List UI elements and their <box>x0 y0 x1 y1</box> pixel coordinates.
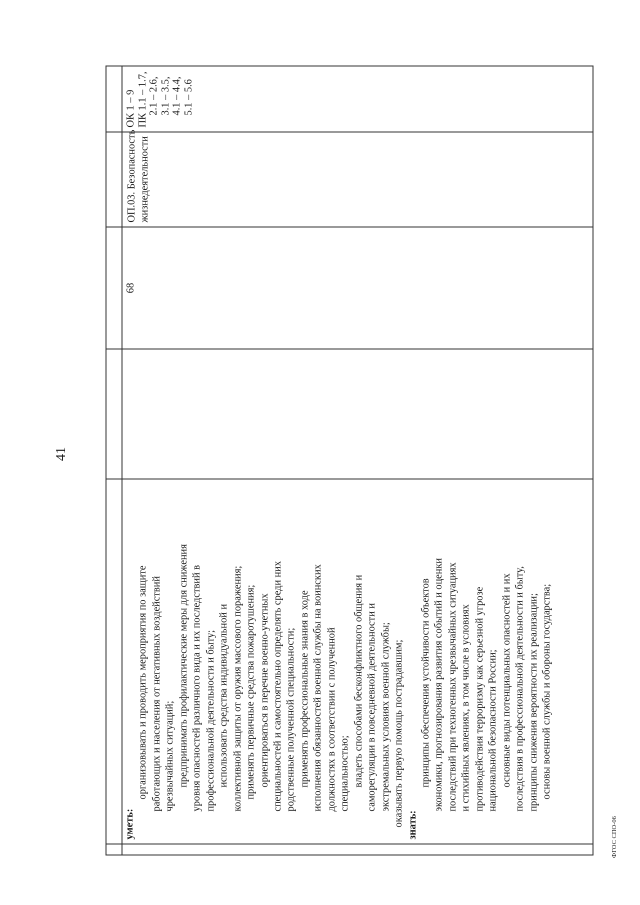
skills-line: родственные полученной специальности; <box>285 627 297 812</box>
knowledge-line: экономики, прогнозирования развития событий и оценки <box>433 558 445 812</box>
skills-line: должностях в соответствии с полученной <box>326 627 338 812</box>
skills-line: чрезвычайных ситуаций; <box>164 700 176 812</box>
skills-line: владеть способами бесконфликтного общения и <box>353 574 365 788</box>
skills-line: коллективной защиты от оружия массового поражения; <box>232 565 244 812</box>
skills-heading: уметь: <box>124 808 136 840</box>
competence-line: 5.1 – 5.6 <box>183 79 194 116</box>
skills-line: исполнения обязанностей военной службы на воинских <box>312 564 324 812</box>
competence-line: 2.1 – 2.6, <box>148 76 160 116</box>
knowledge-line: принципы обеспечения устойчивости объектов <box>420 578 432 788</box>
table-row <box>122 66 593 855</box>
skills-line: работающих и населения от негативных воздействий <box>151 576 163 812</box>
footer-code: ФГОС СПО-06 <box>611 816 618 858</box>
knowledge-line: последствия в профессиональной деятельности и быту, <box>514 566 526 812</box>
knowledge-line: основы военной службы и обороны государства; <box>541 583 553 800</box>
skills-line: применять первичные средства пожаротушения; <box>245 584 257 800</box>
page-number: 41 <box>54 447 69 461</box>
knowledge-line: противодействия терроризму как серьезной угрозе <box>474 586 486 812</box>
competence-line: ПК 1.1 – 1.7, <box>137 71 148 128</box>
skills-line: экстремальных условиях военной службы; <box>380 622 392 812</box>
table-index-cell <box>122 844 593 855</box>
skills-line: предпринимать профилактические меры для снижения <box>178 544 190 788</box>
knowledge-line: национальной безопасности России; <box>487 649 499 812</box>
knowledge-line: и стихийных явлениях, в том числе в условиях <box>460 604 472 812</box>
hours-cell: 68 <box>122 227 593 349</box>
knowledge-heading: знать: <box>407 810 419 840</box>
skills-line: специальностей и самостоятельно определять среди них <box>272 561 284 812</box>
skills-line: саморегуляции в повседневной деятельности и <box>366 603 378 812</box>
discipline-line: жизнедеятельности <box>139 136 151 223</box>
empty-cell <box>122 349 593 479</box>
skills-line: профессиональной деятельности и быту; <box>205 630 217 812</box>
skills-line: оказывать первую помощь пострадавшим; <box>393 639 405 828</box>
skills-knowledge-cell <box>122 479 593 844</box>
skills-line: специальностью; <box>339 735 351 812</box>
curriculum-table <box>106 66 594 856</box>
knowledge-line: принципы снижения вероятности их реализации; <box>528 593 540 812</box>
table-corner-cell <box>106 844 122 855</box>
discipline-name-cell <box>122 129 593 227</box>
competence-line: ОК 1 – 9 <box>125 89 137 128</box>
skills-line: уровня опасностей различного вида и их последствий в <box>191 564 203 812</box>
competence-line: 4.1 – 4.4, <box>171 76 183 116</box>
discipline-line: ОП.03. Безопасность <box>126 129 138 223</box>
skills-line: использовать средства индивидуальной и <box>218 603 230 788</box>
skills-line: организовывать и проводить мероприятия по защите <box>137 565 149 800</box>
rotated-table-container <box>106 67 594 856</box>
competences-cell <box>122 66 593 132</box>
knowledge-line: последствий при техногенных чрезвычайных ситуациях <box>447 562 459 812</box>
competence-line: 3.1 – 3.5, <box>160 76 171 116</box>
skills-line: применять профессиональные знания в ходе <box>299 590 311 788</box>
skills-line: ориентироваться в перечне военно-учетных <box>259 593 271 788</box>
table-top-row <box>106 66 122 855</box>
knowledge-line: основные виды потенциальных опасностей и их <box>501 573 513 788</box>
